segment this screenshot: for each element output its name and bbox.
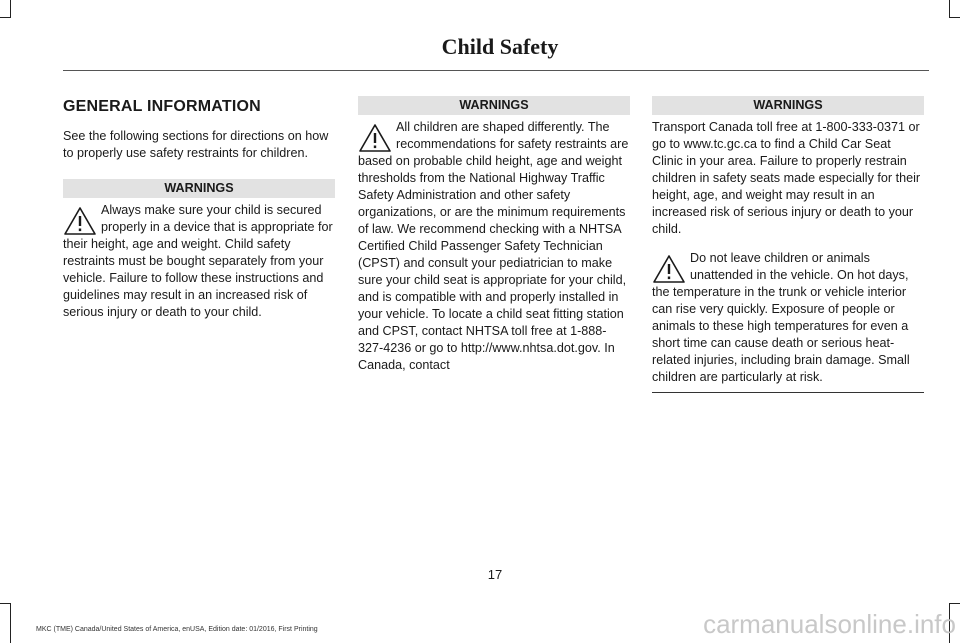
middle-column — [358, 96, 630, 374]
warning-triangle-icon — [63, 206, 97, 236]
warning-text: Do not leave children or animals unattended in the vehicle. On hot days, the temperature in the trunk or vehicle interior can rise very quickly. Exposure of people or animals to these high temperatures for even a short time can cause death or serious heat-related injuries, including brain damage. Small children are particularly at risk. — [652, 251, 910, 384]
left-column — [63, 96, 335, 321]
watermark: carmanualsonline.info — [703, 609, 956, 639]
warning-block — [358, 119, 630, 374]
crop-mark — [0, 603, 11, 604]
page-number: 17 — [487, 567, 503, 582]
warnings-header: WARNINGS — [358, 96, 630, 115]
crop-mark — [949, 0, 950, 18]
warnings-header: WARNINGS — [652, 96, 924, 115]
warnings-header: WARNINGS — [63, 179, 335, 198]
footer-edition-text: MKC (TME) Canada/United States of America, enUSA, Edition date: 01/2016, First Printing — [36, 626, 318, 633]
warning-triangle-icon — [652, 254, 686, 284]
header-rule — [63, 70, 929, 71]
warning-triangle-icon — [358, 123, 392, 153]
crop-mark — [0, 17, 11, 18]
warnings-end-rule — [652, 392, 924, 393]
intro-paragraph: See the following sections for directions on how to properly use safety restraints for children. — [63, 129, 329, 160]
section-heading: GENERAL INFORMATION — [63, 98, 261, 115]
crop-mark — [10, 603, 11, 643]
warning-block — [652, 250, 924, 386]
crop-mark — [10, 0, 11, 18]
right-column — [652, 96, 924, 393]
crop-mark — [949, 17, 960, 18]
warning-text: All children are shaped differently. The recommendations for safety restraints are based on probable child height, age and weight thresholds from the National Highway Traffic Safety Administration and other safety organizations, or are the minimum requirements of law. We recommend checking with a NHTSA Certified Child Passenger Safety Technician (CPST) and consult your pediatrician to make sure your child seat is appropriate for your child, and is compatible with and properly installed in your vehicle. To locate a child seat fitting station and CPST, contact NHTSA toll free at 1-888-327-4236 or go to http://www.nhtsa.dot.gov. In Canada, contact — [358, 120, 629, 372]
warning-continued-text: Transport Canada toll free at 1-800-333-0371 or go to www.tc.gc.ca to find a Child Car Seat Clinic in your area. Failure to properly restrain children in safety seats made especially for their height, age, and weight may result in an increased risk of serious injury or death to your child. — [652, 120, 921, 236]
warning-text: Always make sure your child is secured properly in a device that is appropriate for their height, age and weight. Child safety restraints must be bought separately from your vehicle. Failure to follow these instructions and guidelines may result in an increased risk of serious injury or death to your child. — [63, 203, 333, 319]
crop-mark — [949, 603, 960, 604]
warning-block — [63, 202, 335, 321]
page-title: Child Safety — [441, 34, 559, 59]
